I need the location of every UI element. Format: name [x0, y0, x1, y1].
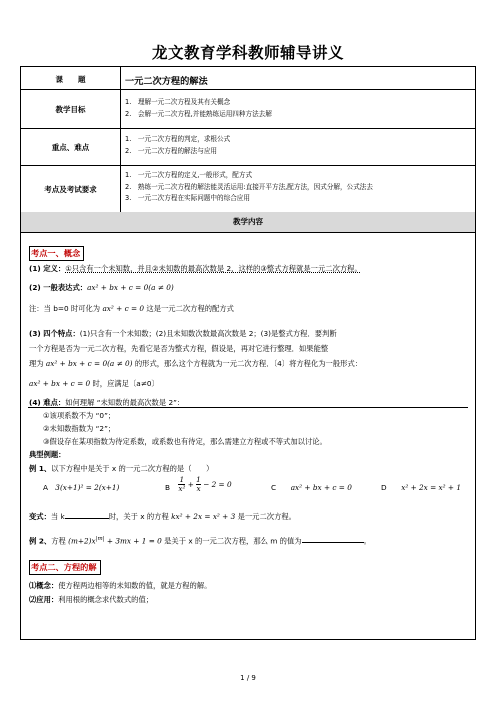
row-divider	[28, 407, 468, 408]
option-d	[381, 483, 461, 493]
difficulty-label: (4) 难点：	[29, 398, 66, 407]
goal-item: 1. 理解一元二次方程及其有关概念	[125, 98, 231, 106]
example-2-line	[29, 536, 371, 546]
general-form-formula: ax² + bx + c = 0(a ≠ 0)	[87, 283, 174, 292]
focus-item: 2. 一元二次方程的解法与应用	[125, 146, 218, 155]
lesson-table	[20, 66, 476, 640]
option-d-label: D	[381, 483, 387, 492]
option-d-formula: x² + 2x = x² + 1	[401, 483, 461, 492]
note-suffix: 这是一元二次方程的配方式	[144, 304, 234, 313]
application-label: ⑵应用：	[29, 595, 59, 604]
option-a-formula: 3(x+1)² = 2(x+1)	[55, 483, 120, 492]
variant-text: 当 k	[50, 512, 65, 521]
concept-line	[29, 581, 211, 591]
features-formula: ax² + bx + c = 0	[29, 379, 91, 388]
option-a-label: A	[43, 483, 48, 492]
example-1-label: 例 1、	[29, 464, 52, 473]
exam-item: 1. 一元二次方程的定义,一般形式，配方式	[125, 171, 253, 179]
example-2-text: 。	[363, 536, 371, 546]
variant-line	[29, 512, 296, 522]
example-1-text: 以下方程中是关于 x 的一元二次方程的是（ ）	[51, 464, 214, 473]
variant-label: 变式：	[29, 512, 51, 521]
option-c-label: C	[271, 483, 277, 492]
features-text: 时，应满足〔a≠0〕	[90, 379, 159, 388]
features-label: (3) 四个特点：	[29, 329, 80, 338]
topic-label: 课 题	[55, 75, 86, 84]
concept-label: ⑴概念：	[29, 581, 59, 590]
application-line	[29, 595, 153, 605]
row-divider	[21, 128, 475, 129]
features-line-3	[29, 359, 362, 369]
row-divider	[21, 89, 475, 90]
note-formula: ax² + c = 0	[102, 304, 145, 313]
page-title: 龙文教育学科教师辅导讲义	[151, 44, 344, 62]
section-heading: 考点二、方程的解	[29, 560, 101, 575]
option-b-formula: $\frac{1}{\text{x²}}$ + $\frac{1}{x}$ − 2 = 0	[178, 475, 232, 493]
exam-item: 2. 熟练一元二次方程的解法能灵活运用:直接开平方法,配方法，因式分解，公式法去	[125, 182, 373, 191]
row-divider	[21, 165, 475, 166]
variant-text: 时，关于 x 的方程	[108, 512, 172, 521]
features-line-4	[29, 379, 159, 389]
option-b	[165, 476, 232, 493]
difficulty-text: 如何理解 “未知数的最高次数是 2”：	[65, 398, 185, 407]
section-heading: 考点一、概念	[29, 246, 84, 261]
content-band: 教学内容	[21, 212, 475, 232]
features-line-1	[29, 329, 337, 339]
option-c-formula: ax² + bx + c = 0	[290, 483, 352, 492]
example-1-line	[29, 464, 213, 474]
note-line	[29, 304, 234, 314]
topic-value: 一元二次方程的解法	[125, 76, 208, 87]
answer-blank[interactable]	[302, 542, 364, 543]
goal-item: 2. 会解一元二次方程,并能熟练运用四种方法去解	[125, 109, 272, 118]
features-text: 的形式，那么这个方程就为一元二次方程．〔4〕将方程化为一般形式：	[132, 359, 363, 368]
goals-label: 教学目标	[55, 105, 86, 114]
option-b-label: B	[165, 483, 171, 492]
row-divider	[21, 232, 475, 233]
exam-label: 考点及考试要求	[44, 185, 97, 194]
option-c	[271, 483, 352, 493]
general-form-line	[29, 283, 174, 293]
example-2-formula: + 3mx + 1 = 0	[104, 536, 162, 546]
note-prefix: 注：当 b=0 时可化为	[29, 304, 103, 313]
difficulty-point: ①该项系数不为 “0”；	[43, 411, 116, 420]
features-text: (1)只含有一个未知数；(2)且未知数次数最高次数是 2；(3)是整式方程．要判断	[79, 329, 337, 338]
examples-label: 典型例题：	[29, 450, 66, 459]
difficulty-point: ③假设存在某项指数为待定系数，或系数也有待定，那么需建立方程或不等式加以讨论。	[43, 437, 327, 446]
application-text: 利用根的概念求代数式的值；	[58, 595, 154, 604]
example-2-formula: (m+2)x	[68, 536, 96, 546]
example-2-label: 例 2、	[29, 536, 52, 546]
option-b-tail: − 2 = 0	[200, 480, 232, 489]
variant-formula: kx² + 2x = x² + 3	[171, 512, 236, 521]
focus-item: 1. 一元二次方程的判定，求根公式	[125, 135, 231, 143]
features-line-2: 一个方程是否为一元二次方程，先看它是否为整式方程，假设是，再对它进行整理．如果能整	[29, 344, 329, 353]
features-text: 理为	[29, 359, 46, 368]
example-2-text: 是关于 x 的一元二次方程，那么 m 的值为	[161, 536, 302, 546]
general-form-label: (2) 一般表达式：	[29, 283, 88, 292]
definition-text: ①只含有一个未知数，并且②未知数的最高次数是 2，这样的③整式方程就是一元二次方程。	[65, 264, 362, 273]
option-a	[43, 483, 119, 493]
definition-line	[29, 264, 362, 274]
focus-label: 重点、难点	[51, 143, 90, 152]
features-formula: ax² + bx + c = 0(a ≠ 0)	[45, 359, 133, 368]
definition-label: (1) 定义：	[29, 264, 66, 273]
answer-blank[interactable]	[65, 518, 109, 519]
variant-text: 是一元二次方程。	[235, 512, 296, 521]
difficulty-point: ②未知数指数为 “2”；	[43, 424, 116, 433]
exam-item: 3. 一元二次方程在实际问题中的综合应用	[125, 194, 250, 202]
page-number: 1 / 9	[240, 674, 256, 682]
example-2-exponent: |m|	[95, 536, 105, 542]
goals-list	[125, 97, 272, 120]
concept-text: 使方程两边相等的未知数的值，就是方程的解。	[58, 581, 212, 590]
example-2-text: 方程	[51, 536, 69, 546]
exam-list	[125, 170, 373, 205]
focus-list	[125, 134, 230, 157]
